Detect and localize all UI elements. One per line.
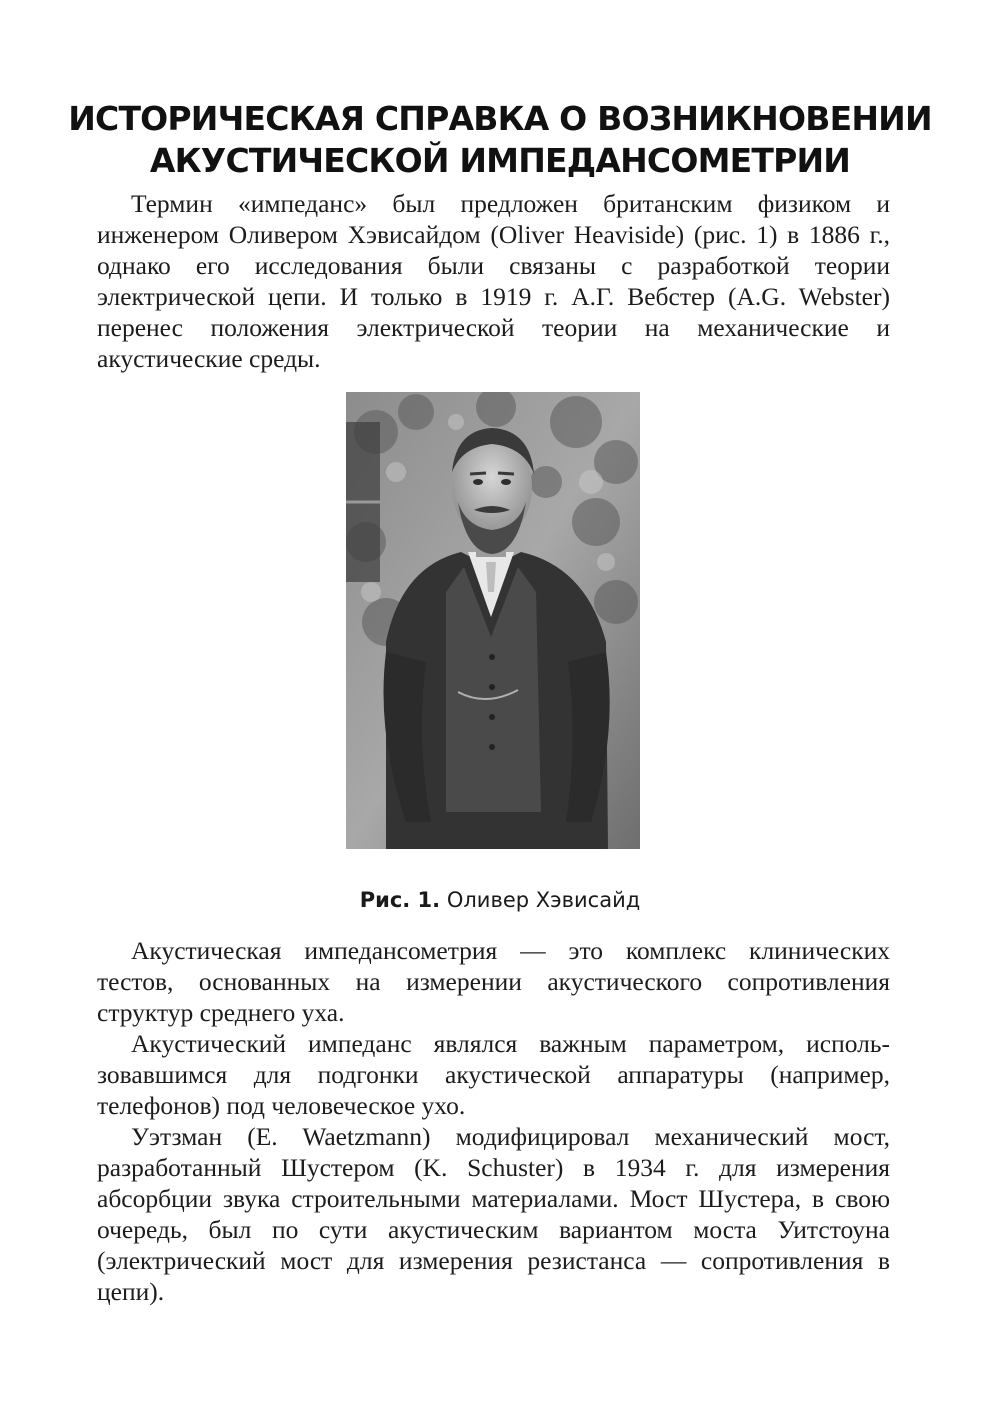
title-line-2: АКУСТИЧЕСКОЙ ИМПЕДАНСОМЕТРИИ bbox=[149, 141, 851, 180]
title-line-1: ИСТОРИЧЕСКАЯ СПРАВКА О ВОЗНИКНОВЕНИИ bbox=[68, 99, 932, 138]
figure-caption bbox=[200, 886, 800, 914]
figure-label: Рис. 1. bbox=[359, 888, 441, 912]
page-title bbox=[60, 98, 940, 182]
portrait-illustration bbox=[346, 392, 640, 849]
paragraph-intro: Термин «импеданс» был предложен британским физиком и инженером Оливером Хэвисайдом (Oliver Heaviside) (рис. 1) в 1886 г., однако его исследования были связаны с разработкой теории электрической цепи. И только в 1919 г. А.Г. Вебстер (A.G. Webster) перенес положения электрической теории на механические и акустические среды. bbox=[97, 189, 890, 373]
paragraph-waetzmann: Уэтзман (E. Waetzmann) модифицировал механический мост, разработанный Шустером (K. Schuster) в 1934 г. для измерения абсорбции звука строительными материалами. Мост Шустера, в свою очередь, был по сути акустическим вариантом моста Уитстоуна (электрический мост для измерения резистанса — сопротивления в цепи). bbox=[97, 1122, 890, 1306]
paragraph-definition: Акустическая импедансометрия — это комплекс клинических тестов, основанных на измерении акустического сопротивления структур среднего уха. bbox=[97, 936, 890, 1027]
paragraph-parameter: Акустический импеданс являлся важным параметром, использовавшимся для подгонки акустической аппаратуры (например, телефонов) под человеческое ухо. bbox=[97, 1029, 890, 1120]
figure-caption-text: Оливер Хэвисайд bbox=[446, 888, 641, 912]
portrait-photo bbox=[346, 392, 640, 849]
